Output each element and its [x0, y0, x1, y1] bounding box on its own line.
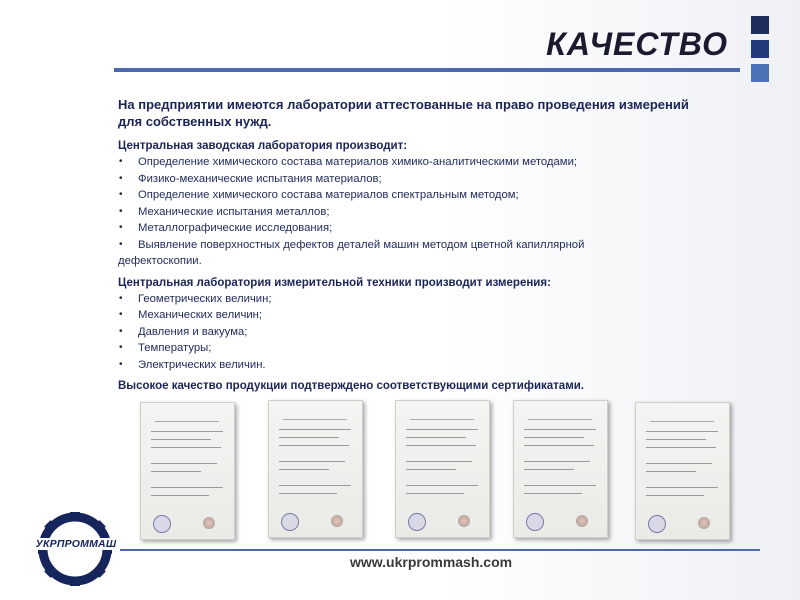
list-item: • Определение химического состава материалов химико-аналитическими методами;: [118, 154, 698, 171]
content-block: [118, 96, 698, 394]
accent-square-3: [751, 64, 769, 82]
list-item-continuation: дефектоскопии.: [118, 255, 202, 267]
list-item: • Электрических величин.: [118, 357, 698, 374]
footer-divider: [120, 549, 760, 551]
measuring-lab-list: [118, 291, 698, 374]
accent-square-2: [751, 40, 769, 58]
factory-lab-list: [118, 154, 698, 270]
slide-title: КАЧЕСТВО: [546, 26, 728, 62]
list-item: • Выявление поверхностных дефектов деталей машин методом цветной капиллярной: [118, 237, 698, 254]
title-underline: [114, 68, 740, 72]
list-item: • Геометрических величин;: [118, 291, 698, 308]
certificate-image: [513, 400, 608, 538]
certificate-image: [395, 400, 490, 538]
certificate-image: [268, 400, 363, 538]
list-item: • Металлографические исследования;: [118, 220, 698, 237]
website-link[interactable]: www.ukrprommash.com: [350, 554, 513, 570]
certificate-image: [140, 402, 235, 540]
accent-square-1: [751, 16, 769, 34]
list-item: • Механических величин;: [118, 307, 698, 324]
certificate-image: [635, 402, 730, 540]
list-item: • Температуры;: [118, 340, 698, 357]
factory-lab-heading: Центральная заводская лаборатория производит:: [118, 140, 408, 152]
measuring-lab-heading: Центральная лаборатория измерительной техники производит измерения:: [118, 276, 551, 289]
intro-paragraph: На предприятии имеются лаборатории аттестованные на право проведения измерений для собственных нужд.: [118, 97, 689, 129]
list-item: • Механические испытания металлов;: [118, 204, 698, 221]
list-item: • Определение химического состава материалов спектральным методом;: [118, 187, 698, 204]
closing-statement: Высокое качество продукции подтверждено соответствующими сертификатами.: [118, 380, 584, 392]
list-item: • Физико-механические испытания материалов;: [118, 171, 698, 188]
company-logo-text: УКРПРОММАШ: [26, 538, 126, 550]
list-item: • Давления и вакуума;: [118, 324, 698, 341]
